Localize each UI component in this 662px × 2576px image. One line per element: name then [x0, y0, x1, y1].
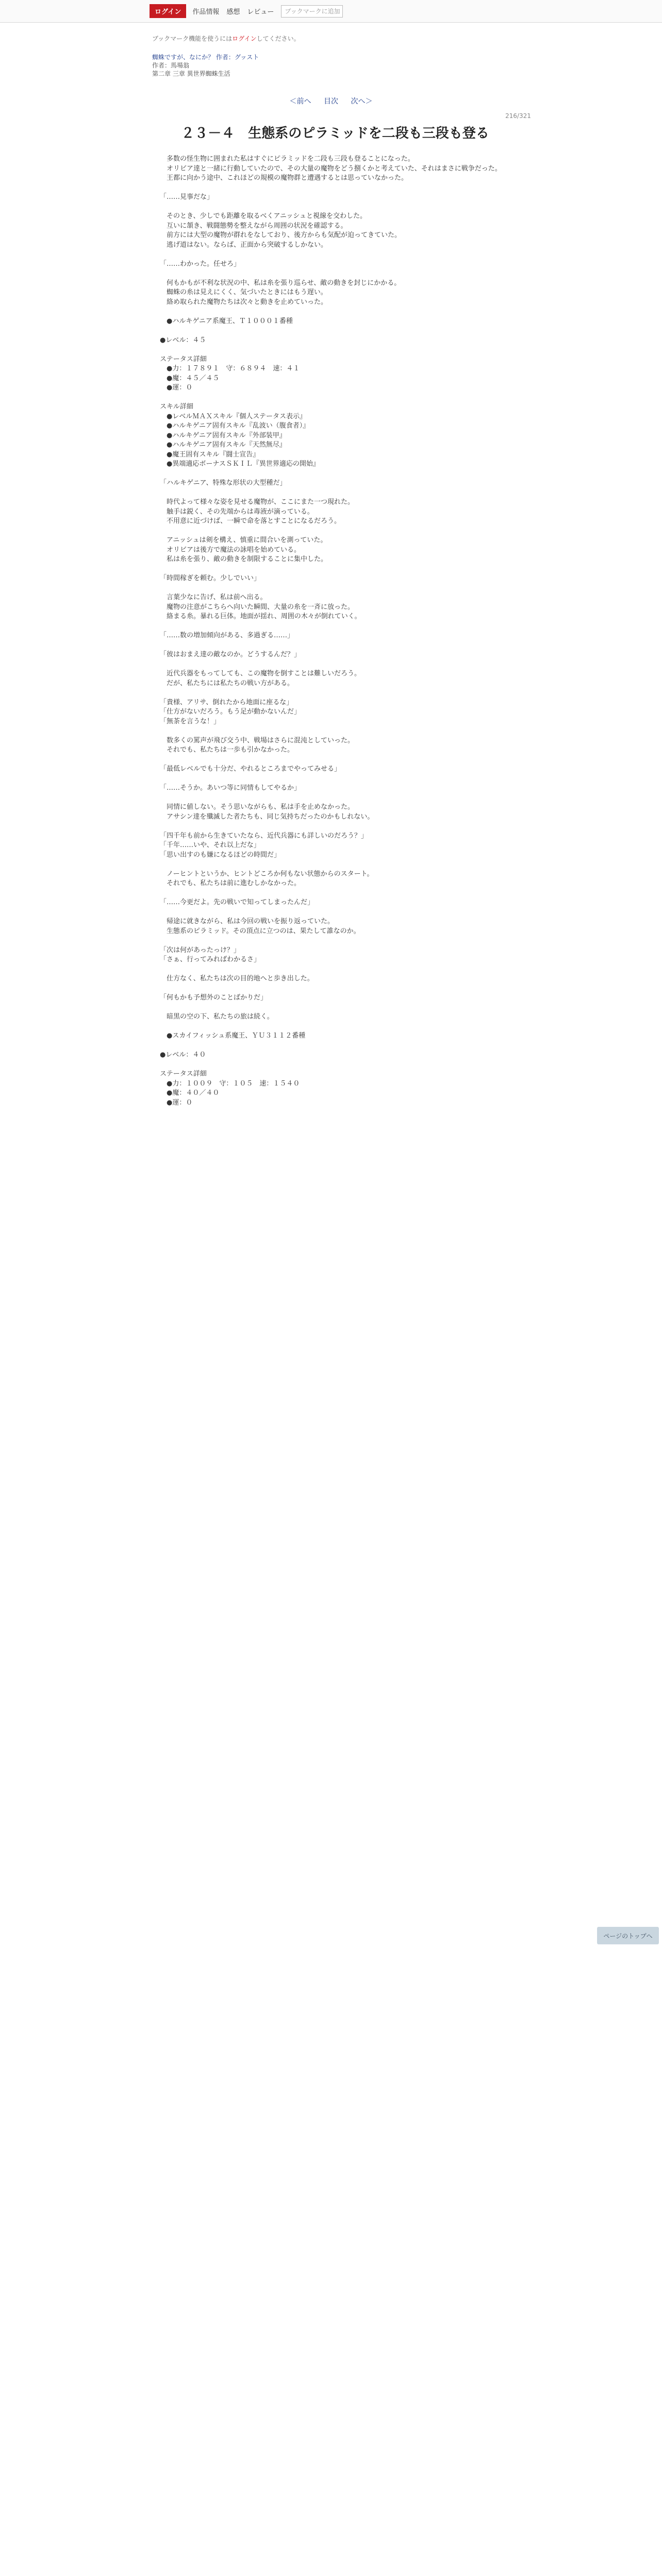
blank-line: [160, 1041, 505, 1051]
blank-line: [160, 774, 505, 784]
body-line: ステータス詳細: [160, 1070, 207, 1078]
body-line: 生態系のピラミッド。その頂点に立つのは、果たして誰なのか。: [160, 927, 360, 935]
body-line: 同情に値しない。そう思いながらも、私は手を止めなかった。: [160, 803, 355, 811]
body-line: ●運：０: [160, 1098, 193, 1107]
body-line: 「四千年も前から生きていたなら、近代兵器にも詳しいのだろう？」: [160, 832, 368, 840]
body-line: ●力：１７８９１ 守：６８９４ 速：４１: [160, 365, 300, 372]
body-line: 私は糸を張り、敵の動きを制限することに集中した。: [160, 555, 328, 563]
nav-item-review[interactable]: レビュー: [247, 8, 274, 16]
blank-line: [160, 527, 505, 536]
page-number: 216/321: [505, 112, 531, 120]
body-line: 「思い出すのも嫌になるほどの時間だ」: [160, 851, 281, 859]
blank-line: [160, 345, 505, 355]
blank-line: [160, 641, 505, 651]
body-line: 「……数の増加傾向がある、多過ぎる……」: [160, 632, 294, 639]
blank-line: [160, 660, 505, 670]
body-line: ●レベルＭＡＸスキル『個人ステータス表示』: [160, 412, 306, 420]
body-line: 「貴様、アリサ、倒れたから地面に座るな」: [160, 698, 293, 706]
page-top-button[interactable]: ページのトップへ: [597, 1927, 659, 1944]
blank-line: [160, 326, 505, 336]
body-line: 互いに頷き、戦闘態勢を整えながら周囲の状況を確認する。: [160, 222, 347, 230]
body-line: 「ハルキゲニア、特殊な形状の大型種だ」: [160, 479, 287, 487]
body-line: 「……見事だな」: [160, 193, 214, 201]
blank-line: [160, 469, 505, 479]
blank-line: [160, 584, 505, 594]
body-line: ノーヒントというか、ヒントどころか何もない状態からのスタート。: [160, 870, 374, 878]
nav-item-reviews[interactable]: 感想: [226, 8, 240, 16]
body-line: 前方には大型の魔物が群れをなしており、後方からも気配が迫ってきていた。: [160, 231, 402, 239]
body-line: ●ハルキゲニア固有スキル『天然無尽』: [160, 441, 286, 449]
body-line: 「無茶を言うな！」: [160, 717, 221, 725]
body-line: 「千年……いや、それ以上だな」: [160, 841, 260, 849]
body-line: ●ハルキゲニア固有スキル『乱波い（腹食者）』: [160, 422, 310, 430]
body-line: 絡まる糸。暴れる巨体。地面が揺れ、周囲の木々が倒れていく。: [160, 613, 361, 620]
body-line: 「……そうか。あいつ等に同情もしてやるか」: [160, 784, 301, 792]
blank-line: [160, 726, 505, 736]
series-title-link[interactable]: 蜘蛛ですが、なにか？ 作者：グッスト: [152, 54, 259, 61]
body-line: 多数の怪生物に囲まれた私はすぐにピラミッドを二段も三段も登ることになった。: [160, 155, 415, 163]
body-line: 蜘蛛の糸は見えにくく、気づいたときにはもう遅い。: [160, 289, 327, 296]
login-button[interactable]: ログイン: [150, 4, 186, 18]
body-line: 「さぁ、行ってみればわかるさ」: [160, 956, 261, 963]
blank-line: [160, 183, 505, 193]
blank-line: [160, 1060, 505, 1070]
chapter-title: 第二章 三章 異世界蜘蛛生活: [152, 70, 230, 77]
body-line: アサシン達を殲滅した者たちも、同じ気持ちだったのかもしれない。: [160, 812, 374, 821]
body-line: ●レベル：４０: [160, 1051, 206, 1059]
blank-line: [160, 984, 505, 994]
body-line: ●魔：４０／４０: [160, 1089, 220, 1097]
blank-line: [160, 936, 505, 946]
body-line: 不用意に近づけば、一瞬で命を落とすことになるだろう。: [160, 517, 341, 525]
blank-line: [160, 755, 505, 765]
body-line: ●力：１００９ 守：１０５ 速：１５４０: [160, 1079, 300, 1088]
notice-prefix: ブックマーク機能を使うには: [152, 35, 233, 42]
body-line: ●スカイフィッシュ系魔王、ＹＵ３１１２番種: [160, 1032, 306, 1040]
body-line: ●異端適応ボーナスＳＫＩＬ『異世界適応の開始』: [160, 460, 320, 468]
notice-login-link[interactable]: ログイン: [232, 35, 257, 42]
bookmark-button[interactable]: ブックマークに追加: [281, 5, 343, 18]
blank-line: [160, 393, 505, 403]
body-line: 「何もかも予想外のことばかりだ」: [160, 994, 268, 1002]
body-line: ●ハルキゲニア系魔王、Ｔ１０００１番種: [160, 317, 293, 325]
body-line: 帰途に就きながら、私は今回の戦いを振り返っていた。: [160, 918, 335, 925]
body-line: ステータス詳細: [160, 355, 207, 363]
body-line: それでも、私たちは前に進むしかなかった。: [160, 879, 301, 887]
body-line: 魔物の注意がこちらへ向いた瞬間、大量の糸を一斉に放った。: [160, 603, 355, 611]
body-line: 言葉少なに告げ、私は前へ出る。: [160, 594, 267, 601]
blank-line: [160, 1022, 505, 1032]
body-line: ●魔：４５／４５: [160, 374, 220, 382]
body-line: 「彼はおまえ達の敵なのか。どうするんだ？」: [160, 651, 301, 658]
body-line: ●運：０: [160, 384, 193, 392]
blank-line: [160, 565, 505, 574]
blank-line: [160, 202, 505, 212]
chapter-heading: ２３－４ 生態系のピラミッドを二段も三段も登る: [181, 126, 489, 141]
blank-line: [160, 889, 505, 899]
body-line: オリビア達と一緒に行動していたので、その大量の魔物をどう捌くかと考えていた、それはまさに戦争だった。: [160, 164, 502, 173]
body-line: 数多くの罵声が飛び交う中、戦場はさらに混沌としていった。: [160, 736, 355, 744]
body-line: アニッシュは剣を構え、慎重に間合いを測っていた。: [160, 536, 327, 544]
author-name: 作者：馬場翁: [152, 62, 190, 69]
body-line: 何もかもが不利な状況の中、私は糸を張り巡らせ、敵の動きを封じにかかる。: [160, 279, 401, 287]
prev-link[interactable]: ＜前へ: [289, 97, 311, 106]
novel-body: [160, 155, 505, 1108]
blank-line: [160, 965, 505, 975]
body-line: スキル詳細: [160, 403, 193, 411]
blank-line: [160, 908, 505, 918]
body-line: 時代よって様々な姿を見せる魔物が、ここにまた一つ現れた。: [160, 498, 355, 506]
body-line: 「時間稼ぎを頼む。少しでいい」: [160, 574, 261, 582]
blank-line: [160, 860, 505, 870]
bookmark-notice: [152, 34, 300, 43]
body-line: 「最低レベルでも十分だ、やれるところまでやってみせる」: [160, 765, 341, 773]
body-line: 仕方なく、私たちは次の目的地へと歩き出した。: [160, 975, 314, 982]
next-link[interactable]: 次へ＞: [351, 97, 373, 106]
body-line: 「……今更だよ。先の戦いで知ってしまったんだ」: [160, 899, 315, 906]
body-line: 絡め取られた魔物たちは次々と動きを止めていった。: [160, 298, 328, 306]
body-line: 近代兵器をもってしても、この魔物を倒すことは難しいだろう。: [160, 670, 361, 677]
body-line: オリビアは後方で魔法の詠唱を始めている。: [160, 546, 301, 554]
blank-line: [160, 688, 505, 698]
body-line: 逃げ道はない。ならば、正面から突破するしかない。: [160, 241, 328, 249]
body-line: ●魔王固有スキル『闘士宣告』: [160, 450, 260, 459]
notice-suffix: してください。: [256, 35, 300, 42]
blank-line: [160, 622, 505, 632]
blank-line: [160, 307, 505, 317]
body-line: 「次は何があったっけ？」: [160, 946, 240, 954]
blank-line: [160, 269, 505, 279]
blank-line: [160, 793, 505, 803]
blank-line: [160, 250, 505, 260]
body-line: それでも、私たちは一歩も引かなかった。: [160, 746, 294, 754]
body-line: ●レベル：４５: [160, 336, 206, 344]
body-line: 触手は鋭く、その先端からは毒液が滴っている。: [160, 507, 314, 516]
blank-line: [160, 822, 505, 832]
top-bar: [0, 0, 662, 23]
body-line: 王都に向かう途中、これほどの規模の魔物群と遭遇するとは思っていなかった。: [160, 174, 408, 182]
body-line: 「仕方がないだろう。もう足が動かないんだ」: [160, 708, 301, 716]
toc-link[interactable]: 目次: [324, 97, 338, 106]
top-pager: [0, 96, 662, 106]
blank-line: [160, 488, 505, 498]
body-line: ●ハルキゲニア固有スキル『外部装甲』: [160, 431, 286, 439]
body-line: そのとき、少しでも距離を取るべくアニッシュと視線を交わした。: [160, 212, 367, 220]
body-line: だが、私たちには私たちの戦い方がある。: [160, 679, 294, 687]
blank-line: [160, 1003, 505, 1013]
body-line: 「……わかった。任せろ」: [160, 260, 241, 268]
body-line: 暗黒の空の下、私たちの旅は続く。: [160, 1013, 274, 1021]
nav-item-work-info[interactable]: 作品情報: [192, 8, 220, 16]
